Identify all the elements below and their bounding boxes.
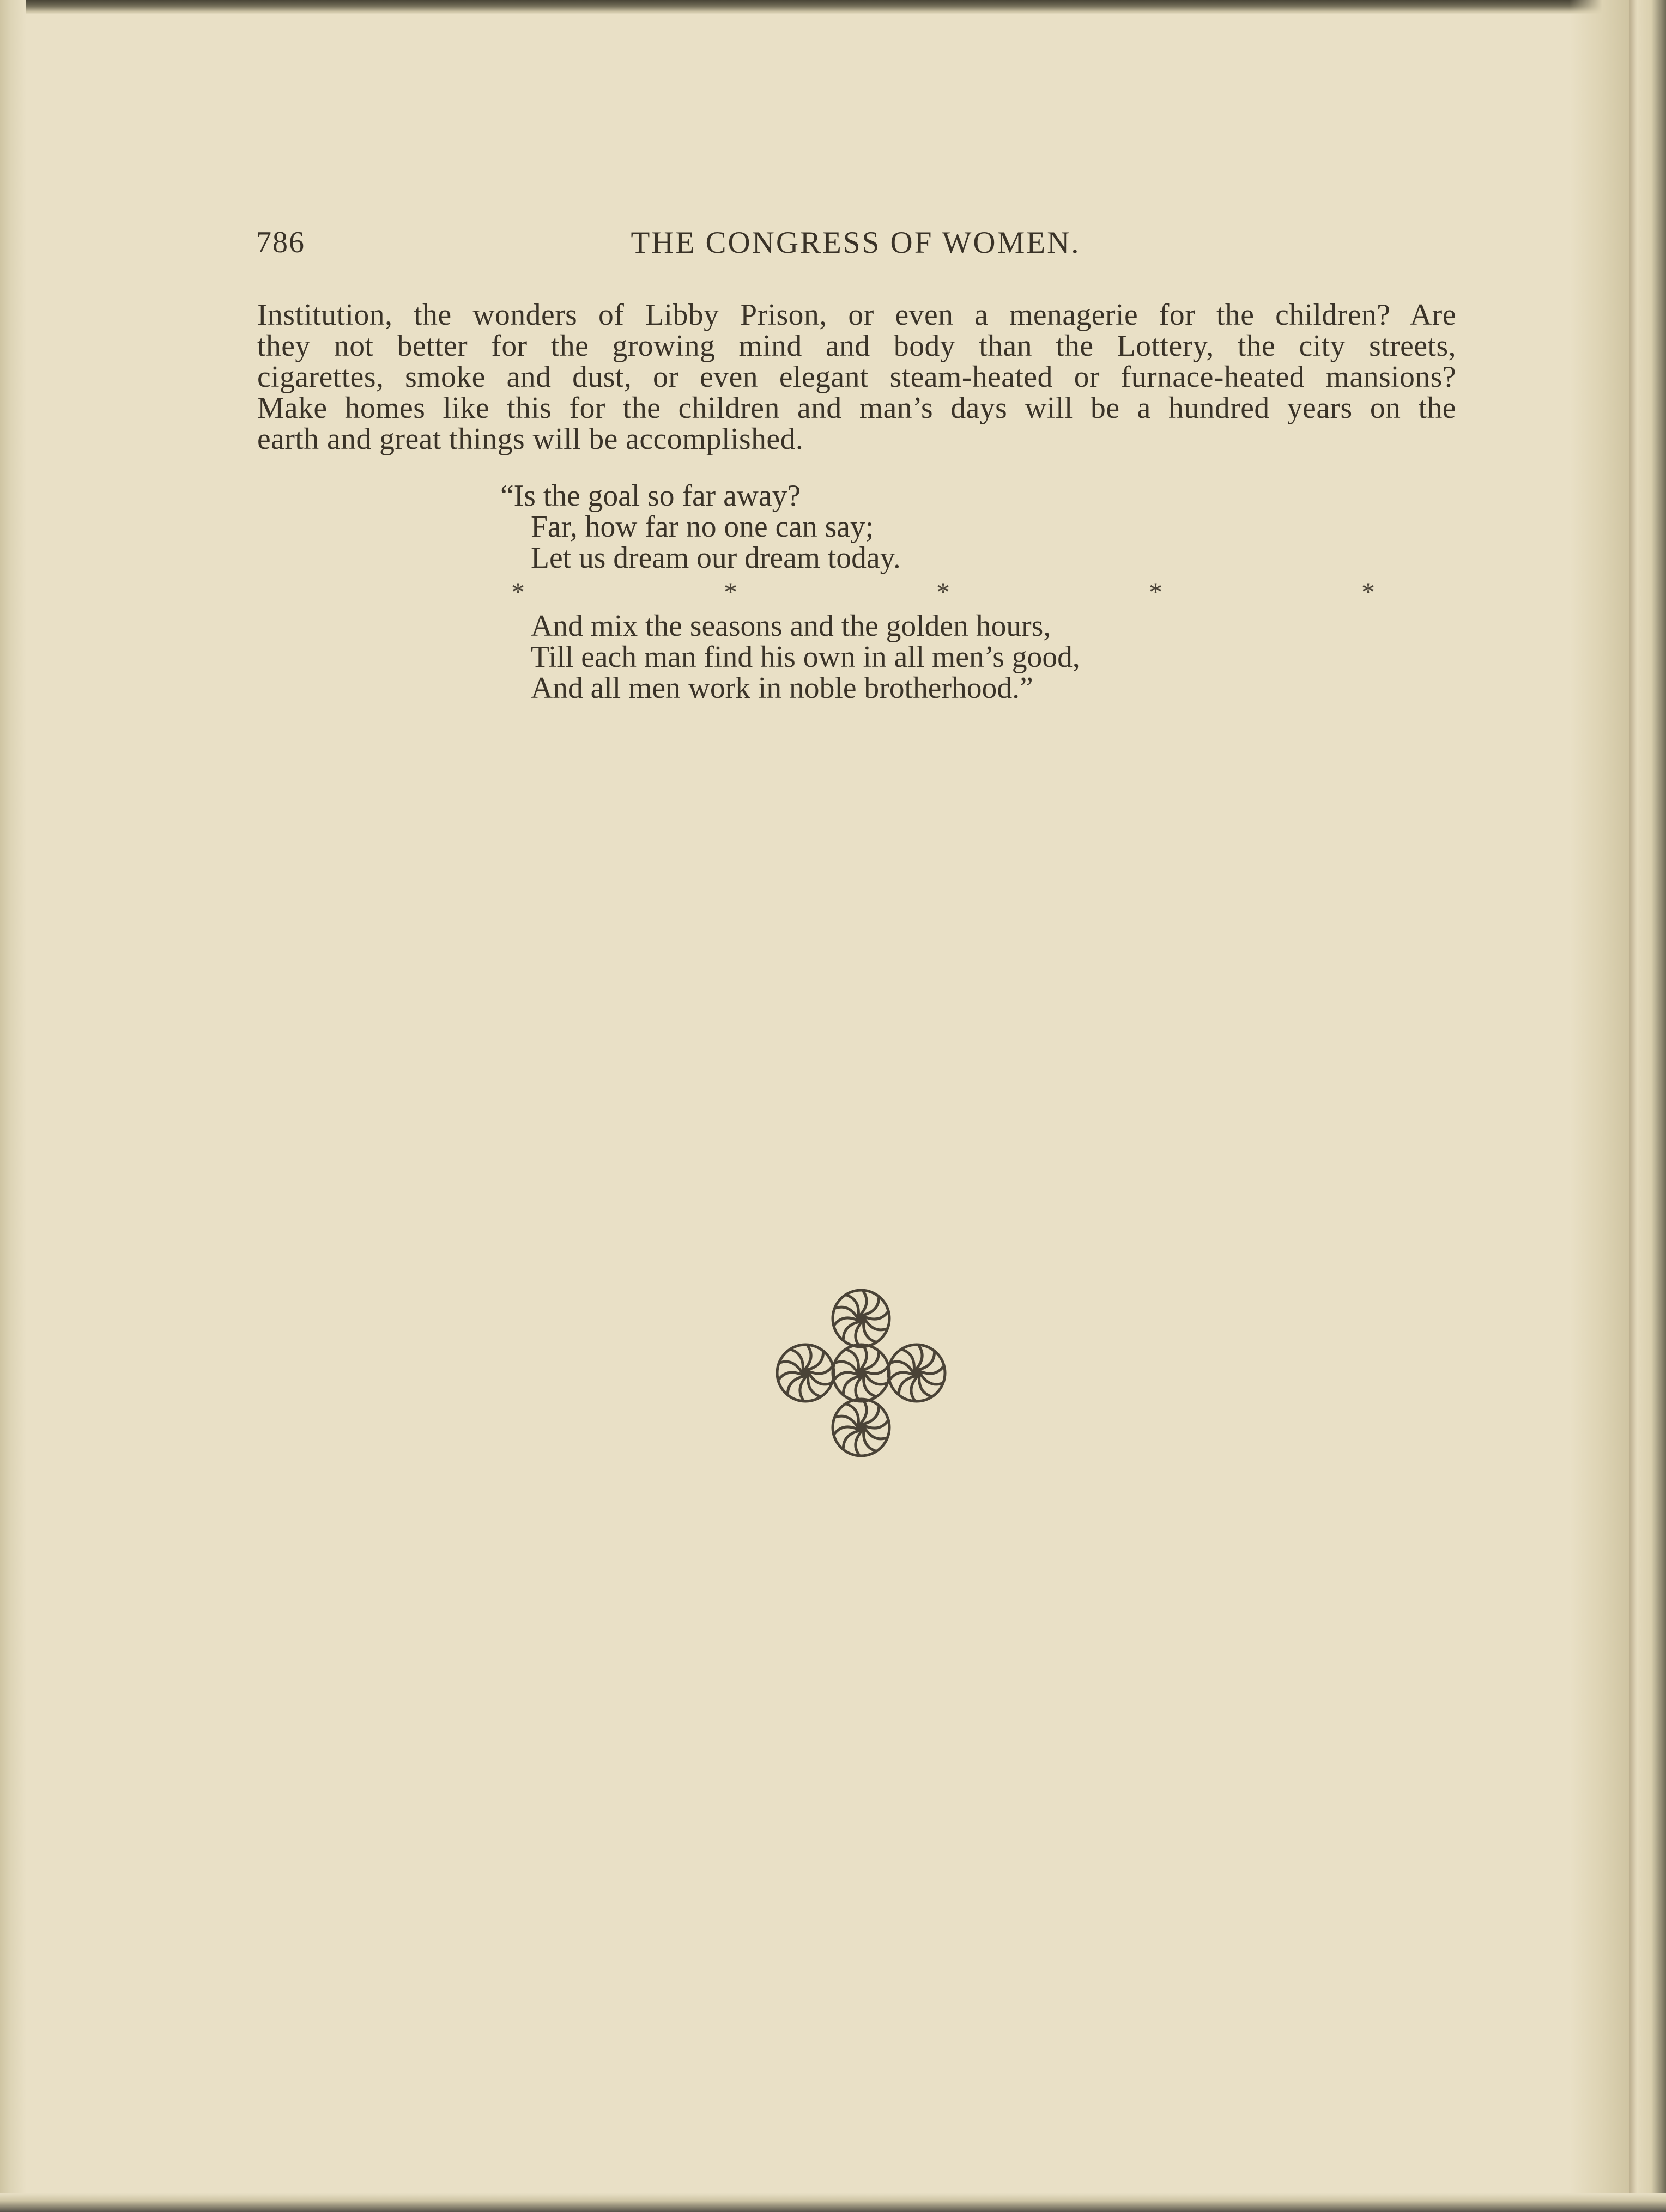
page-left-edge: [0, 0, 26, 2212]
asterisk-mark: *: [511, 576, 525, 607]
paragraph-line: Make homes like this for the children and man’s days will be a hundred years on the: [257, 391, 1456, 425]
paragraph-line: cigarettes, smoke and dust, or even elegant steam-heated or furnace-heated mansions?: [257, 360, 1456, 394]
poem-line: And all men work in noble brotherhood.”: [531, 671, 1033, 705]
asterisk-mark: *: [724, 576, 737, 607]
page-right-edge: [1629, 0, 1666, 2212]
running-head: [256, 221, 1455, 264]
ellipsis-stars: [500, 574, 1375, 607]
poem-line: Till each man find his own in all men’s good,: [531, 640, 1080, 674]
paragraph-line: earth and great things will be accomplished.: [257, 422, 804, 456]
page-bottom-edge: [0, 2193, 1666, 2212]
rosette-cross-ornament-icon: [774, 1286, 948, 1460]
poem-quotation: [500, 479, 1375, 705]
paragraph-line: Institution, the wonders of Libby Prison, or even a menagerie for the children? Are: [257, 298, 1456, 332]
page-top-edge: [0, 0, 1666, 14]
asterisk-mark: *: [1361, 576, 1375, 607]
poem-line: Let us dream our dream today.: [531, 541, 901, 575]
asterisk-mark: *: [1149, 576, 1162, 607]
page-header-title: THE CONGRESS OF WOMEN.: [631, 226, 1081, 260]
page-gutter-shadow: [1570, 0, 1629, 2212]
poem-line: Far, how far no one can say;: [531, 510, 874, 544]
body-paragraph: [257, 300, 1456, 455]
poem-line: “Is the goal so far away?: [500, 479, 801, 513]
asterisk-mark: *: [936, 576, 950, 607]
page-number: 786: [256, 226, 305, 259]
poem-line: And mix the seasons and the golden hours,: [531, 609, 1051, 643]
paragraph-line: they not better for the growing mind and body than the Lottery, the city streets,: [257, 329, 1456, 363]
